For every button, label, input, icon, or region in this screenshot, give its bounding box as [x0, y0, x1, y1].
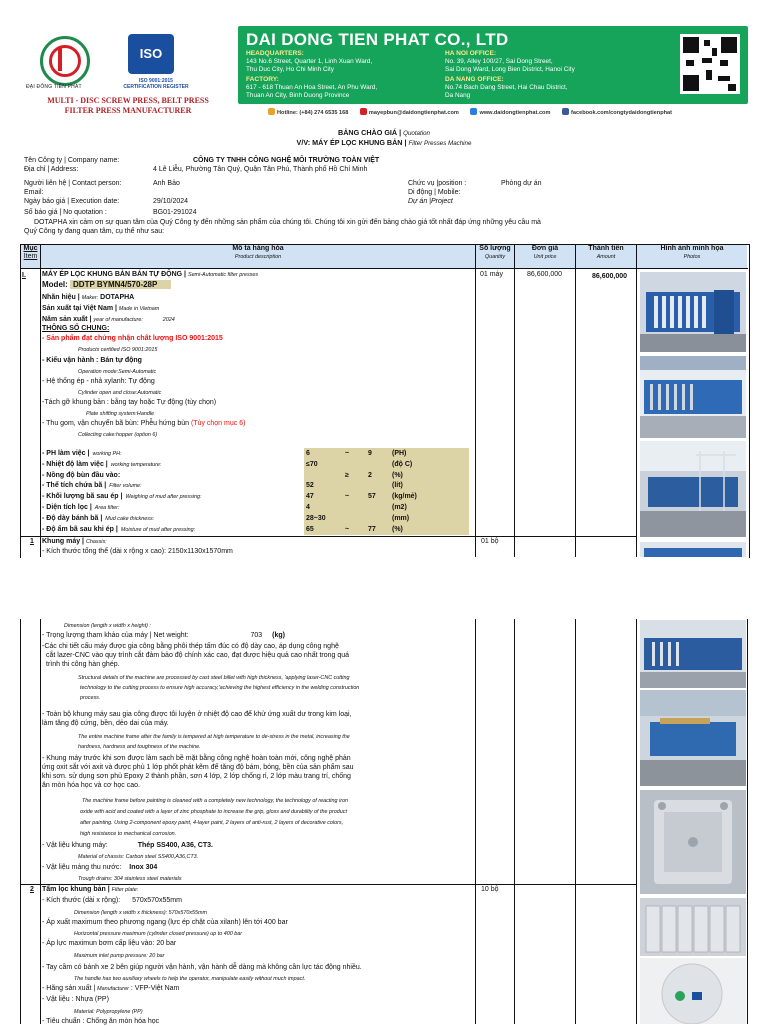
spec-row-label — [42, 450, 122, 458]
item-2-inlet-en: Maximum inlet pump pressure: 20 bar — [74, 953, 165, 959]
spec-label-text: - Khối lượng bã sau ép | — [42, 493, 123, 500]
spec-label-text: - PH làm việc | — [42, 450, 90, 457]
item-2-standard: - Tiêu chuẩn : Chống ăn mòn hóa học — [42, 1018, 160, 1025]
item-2-size-en: Dimension (length x width x thickness): 570x570x55mm — [74, 910, 208, 916]
company-info-panel — [238, 26, 748, 104]
operation-mode: - Kiểu vận hành : Bán tự động — [42, 357, 142, 364]
spec-label-text: - Nhiệt độ làm việc | — [42, 461, 108, 468]
item-1-material-en: Material of chassis: Carbon steel SS400,A36,CT3. — [78, 854, 199, 860]
item-2-title: Tấm lọc khung bản | Filter plate: — [42, 886, 139, 893]
spec-row-label — [42, 526, 195, 534]
col-desc-header: Mô tả hàng hóa Product description — [41, 245, 475, 268]
spec-label-text: - Diện tích lọc | — [42, 504, 92, 511]
item-I-price: 86,600,000 — [527, 271, 563, 278]
quotation-title: BẢNG CHÀO GIÁ | Quotation — [338, 128, 430, 137]
spec-v1: 6 — [306, 450, 310, 457]
filter-press-photo-3 — [640, 441, 746, 537]
date-label: Ngày báo giá | Execution date: — [24, 198, 120, 205]
item-1-p1-en-2: technology to the cutting process to ensure high accuracy,'achieving the highest efficiency in the welding construction — [80, 685, 360, 691]
item-1-size: - Kích thước tổng thể (dài x rộng x cao): 2150x1130x1570mm — [42, 548, 233, 555]
spec-label-en: working PH: — [92, 451, 122, 457]
item-2-pressure-en: Horizontal pressure maximum (cylinder closed pressure) up to 400 bar — [74, 931, 243, 937]
hanoi-line-1: No. 39, Alley 100/27, Sai Dong Street, — [445, 58, 553, 65]
factory-line-2: Thuan An City, Binh Duong Province — [246, 92, 350, 99]
headquarters-block — [246, 50, 372, 74]
spec-sep: ≥ — [345, 472, 349, 479]
item-1-p1-en-3: process. — [80, 695, 101, 701]
iso-line-en: Products certified ISO 9001:2015 — [78, 347, 158, 353]
operation-mode-en: Operation mode:Semi-Automatic — [78, 369, 157, 375]
item-1-p3-line-4: ăn mòn hóa học và cơ học cao. — [42, 782, 140, 789]
date-value: 29/10/2024 — [153, 198, 189, 205]
item-I-qty: 01 máy — [480, 271, 503, 278]
facebook-icon — [562, 108, 569, 115]
spec-v1: 4 — [306, 504, 310, 511]
item-1-p3-line-2: ứng oxit sắt với axit và được phủ 1 lớp phốt phát kẽm để tăng độ bám, bóng, bền của sản phẩm sau — [42, 764, 354, 771]
company-logo-area — [18, 28, 238, 120]
cake-collect: - Thu gom, vận chuyển bã bùn: Phễu hứng bùn (Tùy chọn mục 6) — [42, 420, 246, 427]
spec-v2: 77 — [368, 526, 376, 533]
hanoi-line-2: Sai Dong Ward, Long Bien District, Hanoi City — [445, 66, 575, 73]
danang-line-2: Da Nang — [445, 92, 471, 99]
filter-press-photo-5 — [640, 620, 746, 688]
plate-shifting: -Tách gỡ khung bản : bằng tay hoặc Tự động (tùy chọn) — [42, 399, 217, 406]
factory-label: FACTORY: — [246, 76, 279, 83]
spec-v1: 28~30 — [306, 515, 326, 522]
item-I-no: I. — [22, 272, 26, 279]
spec-v2: 9 — [368, 450, 372, 457]
intro-line-2: Quý Công ty đang quan tâm, cụ thể như sau: — [24, 228, 165, 235]
spec-row-label — [42, 515, 154, 523]
spec-title: THÔNG SỐ CHUNG: — [42, 325, 110, 332]
spec-unit: (độ C) — [392, 461, 413, 468]
item-1-p3-line-1: - Khung máy trước khi sơn được làm sạch bề mặt bằng công nghệ hoàn toàn mới, công nghệ phản — [42, 755, 351, 762]
item-1-p3-en-4: high resistance to mechanical corrosion. — [80, 831, 177, 837]
item-1-qty: 01 bộ — [481, 538, 499, 545]
address-value: 4 Lê Liễu, Phường Tân Quý, Quận Tân Phú, Thành phố Hồ Chí Minh — [153, 166, 368, 173]
email-link[interactable]: mayepbun@daidongtienphat.com — [360, 110, 459, 116]
contact-label: Người liên hệ | Contact person: — [24, 180, 122, 187]
hanoi-office-block — [445, 50, 575, 74]
spec-label-en: Area filter: — [94, 505, 120, 511]
filter-press-photo-2 — [640, 356, 746, 438]
spec-unit: (%) — [392, 526, 403, 533]
item-1-p2-en-1: The entire machine frame after the family is tempered at high temperature to de-stress in the metal, increasing the — [78, 734, 350, 740]
item-2-no: 2 — [30, 886, 34, 893]
col-price-header: Đơn giá Unit price — [515, 245, 575, 268]
spec-label-en: Filter volume: — [109, 483, 142, 489]
spec-label-text: - Thể tích chứa bã | — [42, 482, 107, 489]
danang-label: DA NANG OFFICE: — [445, 76, 504, 83]
globe-icon — [470, 108, 477, 115]
col-photo-header: Hình ảnh minh họa Photos — [637, 245, 747, 268]
mail-icon — [360, 108, 367, 115]
spec-label-text: - Độ dày bánh bã | — [42, 515, 103, 522]
hq-line-2: Thu Duc City, Ho Chi Minh City — [246, 66, 334, 73]
quotation-subject: V/V: MÁY ÉP LỌC KHUNG BẢN | Filter Presses Machine — [296, 138, 472, 147]
danang-line-1: No.74 Bach Dang Street, Hai Chau District, — [445, 84, 568, 91]
spec-v1: ≤70 — [306, 461, 318, 468]
item-I-brand: Nhãn hiệu | Maker: DOTAPHA — [42, 294, 135, 301]
col-amount-header: Thành tiền Amount — [576, 245, 636, 268]
hq-line-1: 143 No.6 Street, Quarter 1, Linh Xuan Ward, — [246, 58, 373, 65]
spec-v2: 2 — [368, 472, 372, 479]
item-2-qty: 10 bộ — [481, 886, 499, 893]
item-1-p3-en-3: after painting. Using 2-component epoxy paint, 4-layer paint, 2 layers of anti-rust, 2 layers of decorative colors, — [80, 820, 344, 826]
item-1-p3-en-2: oxide with acid and coated with a layer of zinc phosphate to increase the grip, gloss and durability of the product — [80, 809, 347, 815]
item-2-maker: - Hãng sản xuất | Manufacturer : VFP-Việt Nam — [42, 985, 180, 992]
spec-row-label — [42, 493, 201, 501]
item-1-title: Khung máy | Chassis: — [42, 538, 107, 545]
item-2-inlet: - Áp lực maximun bơm cấp liệu vào: 20 bar — [42, 940, 177, 947]
item-2-wheel-en: The handle has two auxiliary wheels to help the operator, manipulate easily without much impact. — [74, 976, 306, 982]
item-1-size-en: Dimension (length x width x height) : — [64, 623, 151, 629]
spec-row-label — [42, 472, 123, 480]
spec-values-highlight — [304, 448, 469, 535]
press-system: - Hệ thống ép - nhả xylanh: Tự động — [42, 378, 155, 385]
spec-unit: (mm) — [392, 515, 410, 522]
spec-sep: ~ — [345, 450, 350, 457]
factory-block — [246, 76, 377, 100]
item-I-amount: 86,600,000 — [592, 273, 628, 280]
spec-v1: 52 — [306, 482, 314, 489]
danang-office-block — [445, 76, 568, 100]
spec-label-text: - Nồng độ bùn đầu vào: — [42, 472, 121, 479]
iso-caption-2: CERTIFICATION REGISTER — [123, 84, 189, 90]
filter-plate-photo — [640, 790, 746, 894]
press-system-en: Cylinder open and close:Automatic — [78, 390, 162, 396]
project-label: Dự án |Project — [408, 198, 453, 205]
position-value: Phòng dự án — [501, 180, 542, 187]
col-qty-header: Số lượng Quantity — [476, 245, 514, 268]
company-value: CÔNG TY TNHH CÔNG NGHỆ MÔI TRƯỜNG TOÀN VIỆT — [193, 157, 380, 164]
spec-sep: ~ — [345, 493, 350, 500]
facebook-link[interactable]: facebook.com/congtydaidongtienphat — [562, 110, 672, 116]
filter-press-photo-4 — [640, 542, 746, 557]
company-label: Tên Công ty | Company name: — [24, 157, 120, 164]
spec-unit: (lít) — [392, 482, 403, 489]
item-2-wheel: - Tay cầm có bánh xe 2 bên giúp người vận hành, vận hành dễ dàng mà không cần lực tác động nhiều. — [42, 964, 362, 971]
quote-no-label: Số báo giá | No quotation : — [24, 209, 107, 216]
filter-press-photo-6 — [640, 690, 746, 786]
item-1-weight: - Trọng lượng tham khảo của máy | Net weight: 703 (kg) — [42, 632, 285, 639]
intro-line-1: DOTAPHA xin cảm ơn sự quan tâm của Quý Công ty đến những sản phẩm của chúng tôi. Chúng tôi xin gửi đến bảng chào giá tốt nhất đáp ứng những yêu cầu mà — [34, 219, 541, 226]
spec-row-label — [42, 504, 119, 512]
spec-unit: (kg/mẻ) — [392, 493, 417, 500]
spec-unit: (PH) — [392, 450, 407, 457]
spec-label-en: working temperature: — [110, 462, 162, 468]
col-item-header: Mục Item — [21, 245, 40, 268]
item-1-p2-en-2: hardness, hardness and toughness of the machine. — [78, 744, 201, 750]
iso-caption-1: ISO 9001:2015 — [139, 78, 173, 84]
item-1-p1-en-1: Structural details of the machine are processed by cast steel billet with high thickness, 'applying laser-CNC cutting — [78, 675, 350, 681]
spec-label-en: Weighing of mud after pressing: — [125, 494, 202, 500]
phone-icon — [268, 108, 275, 115]
spec-row-label — [42, 461, 161, 469]
quote-no-value: BG01-291024 — [153, 209, 197, 216]
hq-label: HEADQUARTERS: — [246, 50, 304, 57]
company-name: DAI DONG TIEN PHAT CO., LTD — [246, 30, 509, 49]
factory-line-1: 617 - 618 Thuan An Hoa Street, An Phu Ward, — [246, 84, 378, 91]
tagline — [18, 96, 238, 116]
tagline-2: FILTER PRESS MANUFACTURER — [64, 106, 192, 115]
item-2-material: - Vật liệu : Nhựa (PP) — [42, 996, 109, 1003]
item-1-p2-line-1: - Toàn bộ khung máy sau gia công được tôi luyện ở nhiệt độ cao để khử ứng xuất dư trong kim loại, — [42, 711, 352, 718]
spec-unit: (m2) — [392, 504, 407, 511]
item-I-year: Năm sản xuất | year of manufacture: 2024 — [42, 316, 175, 323]
spec-label-en: Mud cake thickness: — [105, 516, 155, 522]
website-link[interactable]: www.daidongtienphat.com — [470, 110, 550, 116]
item-1-p1-line-2: cắt lazer-CNC vào quy trình cắt đảm bảo độ chính xác cao, đạt được hiệu quả cao nhất trong quá — [46, 652, 350, 659]
filter-plate-closeup-photo — [640, 958, 746, 1024]
filter-plates-stack-photo — [640, 898, 746, 956]
item-1-p3-en-1: The machine frame before painting is cleaned with a completely new technology, the technology of reacting iron — [82, 798, 348, 804]
letterhead — [0, 0, 768, 128]
item-I-made-in: Sản xuất tại Việt Nam | Made in Vietnam — [42, 305, 160, 312]
spec-label-text: - Độ ẩm bã sau khi ép | — [42, 526, 118, 533]
spec-sep: ~ — [345, 526, 350, 533]
company-logo-icon — [40, 36, 90, 86]
contact-value: Anh Bảo — [153, 180, 180, 187]
plate-shifting-en: Plate shifting system:Handle — [86, 411, 155, 417]
filter-press-photo-1 — [640, 272, 746, 352]
item-1-trough: - Vật liệu máng thu nước: Inox 304 — [42, 864, 158, 871]
item-1-no: 1 — [30, 538, 34, 545]
hanoi-label: HA NOI OFFICE: — [445, 50, 497, 57]
item-1-p3-line-3: khi sơn. sử dụng sơn phủ Epoxy 2 thành phần, sơn 4 lớp, 2 lớp chống rỉ, 2 lớp màu trang trí, chống — [42, 773, 351, 780]
spec-label-en: Moisture of mud after pressing: — [120, 527, 196, 533]
qr-code-icon — [680, 34, 740, 94]
item-2-material-en: Material: Polypropylene (PP) — [74, 1009, 143, 1015]
mobile-label: Di động | Mobile: — [408, 189, 461, 196]
item-1-p2-line-2: làm tăng độ cứng, bền, dẻo dai của máy. — [42, 720, 169, 727]
spec-row-label — [42, 482, 142, 490]
tagline-1: MULTI - DISC SCREW PRESS, BELT PRESS — [47, 96, 209, 105]
iso-line: - Sản phẩm đạt chứng nhận chất lượng ISO 9001:2015 — [42, 335, 223, 342]
iso-caption — [116, 78, 196, 90]
address-label: Địa chỉ | Address: — [24, 166, 79, 173]
email-label: Email: — [24, 189, 44, 196]
item-1-trough-en: Trough drains: 304 stainless steel materials — [78, 876, 182, 882]
contact-bar — [268, 108, 748, 120]
item-I-model: Model: DDTP BYMN4/570-28P — [42, 281, 171, 289]
cake-collect-en: Collecting cake:hopper (option 6) — [78, 432, 158, 438]
item-1-material: - Vật liệu khung máy: Thép SS400, A36, CT3. — [42, 842, 213, 849]
spec-unit: (%) — [392, 472, 403, 479]
item-2-size: - Kích thước (dài x rộng): 570x570x55mm — [42, 897, 182, 904]
spec-v2: 57 — [368, 493, 376, 500]
logo-caption: ĐẠI ĐÔNG TIẾN PHÁT — [26, 84, 82, 90]
position-label: Chức vụ |position : — [408, 180, 467, 187]
spec-v1: 47 — [306, 493, 314, 500]
hotline: Hotline: (+84) 274 6535 168 — [268, 110, 348, 116]
iso-badge-icon: ISO — [128, 34, 174, 74]
spec-v1: 65 — [306, 526, 314, 533]
item-I-title: MÁY ÉP LỌC KHUNG BẢN BÁN TỰ ĐỘNG | Semi-Automatic filter presses — [42, 271, 259, 278]
item-2-pressure: - Áp xuất maximum theo phương ngang (lực ép chặt của xilanh) lên tới 400 bar — [42, 919, 288, 926]
item-1-p1-line-1: -Các chi tiết cấu máy được gia công bằng phôi thép tấm đúc có độ dày cao, áp dụng công nghệ — [42, 643, 339, 650]
item-1-p1-line-3: trình thi công hàn ghép. — [46, 661, 120, 668]
